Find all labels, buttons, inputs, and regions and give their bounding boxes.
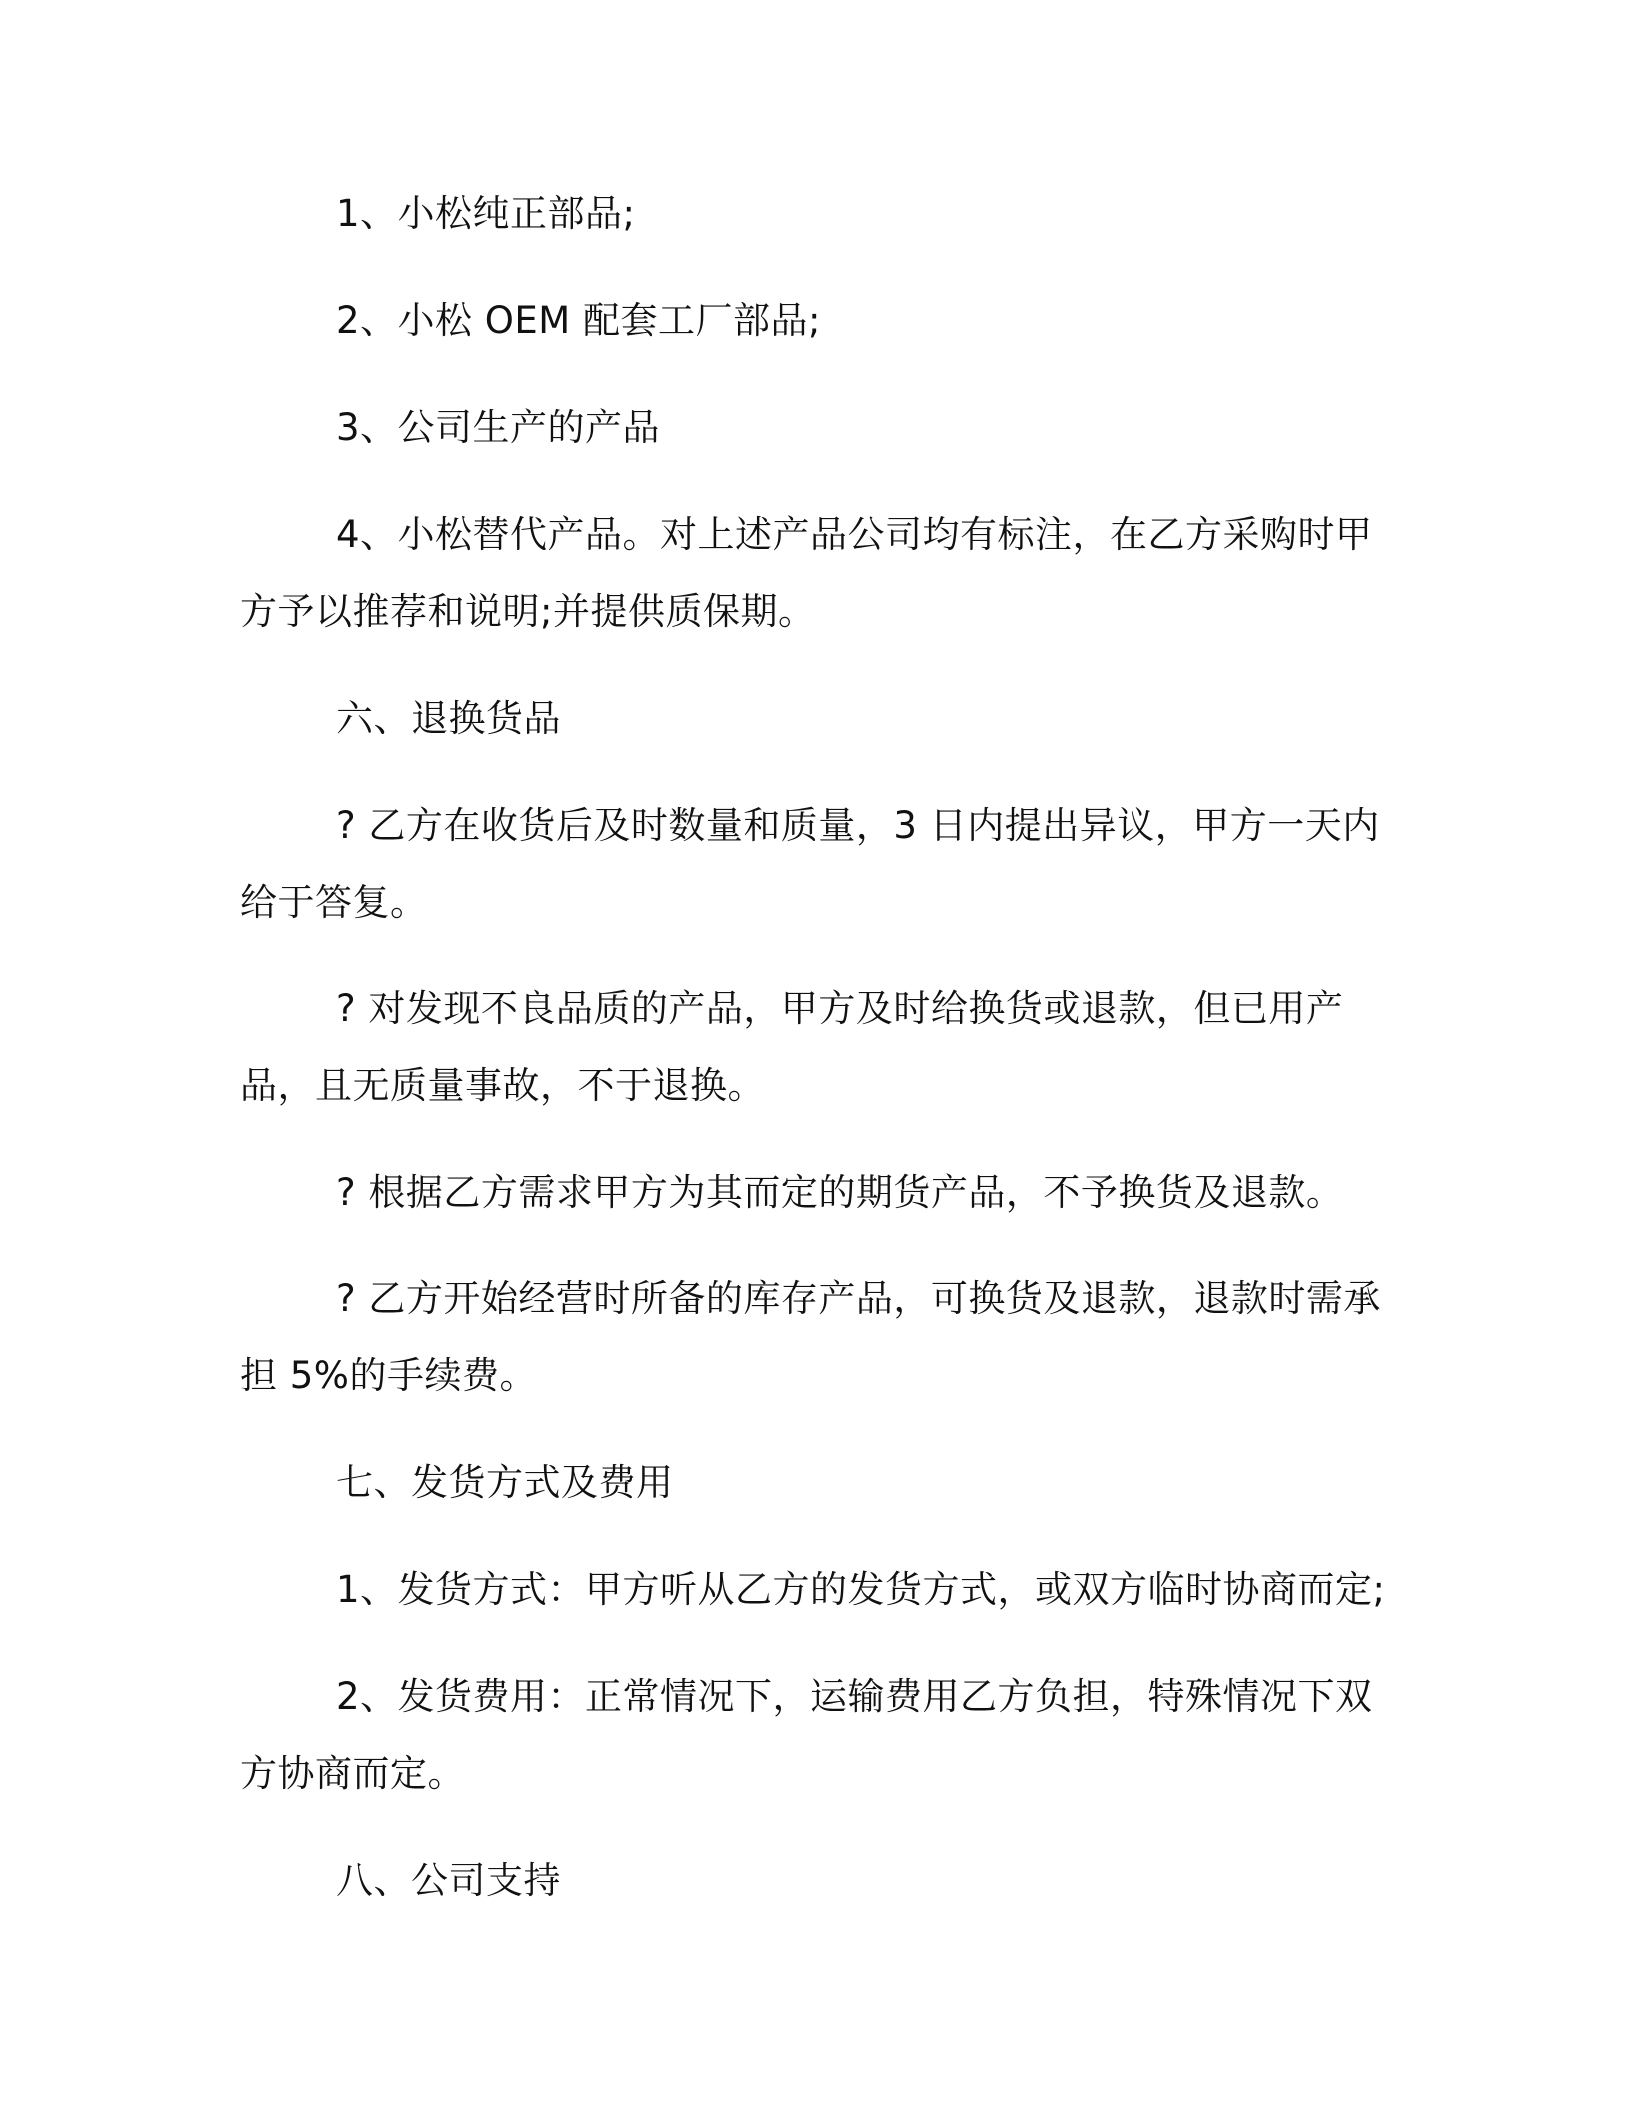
section-heading-support: 八、公司支持	[336, 1859, 561, 1902]
paragraph-item-4: 4、小松替代产品。对上述产品公司均有标注，在乙方采购时甲方予以推荐和说明;并提供质保期。	[240, 513, 1373, 633]
paragraph-shipping-1: 1、发货方式：甲方听从乙方的发货方式，或双方临时协商而定;	[336, 1568, 1386, 1611]
paragraph-item-2: 2、小松 OEM 配套工厂部品;	[336, 299, 821, 342]
paragraph-returns-4: ? 乙方开始经营时所备的库存产品，可换货及退款，退款时需承担 5%的手续费。	[240, 1277, 1381, 1397]
paragraph-item-1: 1、小松纯正部品;	[336, 192, 636, 235]
section-heading-shipping: 七、发货方式及费用	[336, 1461, 674, 1504]
paragraph-returns-3: ? 根据乙方需求甲方为其而定的期货产品，不予换货及退款。	[336, 1171, 1344, 1214]
paragraph-returns-2: ? 对发现不良品质的产品，甲方及时给换货或退款，但已用产品，且无质量事故，不于退换。	[240, 987, 1344, 1107]
paragraph-item-3: 3、公司生产的产品	[336, 406, 661, 449]
section-heading-returns: 六、退换货品	[336, 697, 561, 740]
paragraph-shipping-2: 2、发货费用：正常情况下，运输费用乙方负担，特殊情况下双方协商而定。	[240, 1675, 1373, 1795]
paragraph-returns-1: ? 乙方在收货后及时数量和质量，3 日内提出异议，甲方一天内给于答复。	[240, 804, 1380, 924]
